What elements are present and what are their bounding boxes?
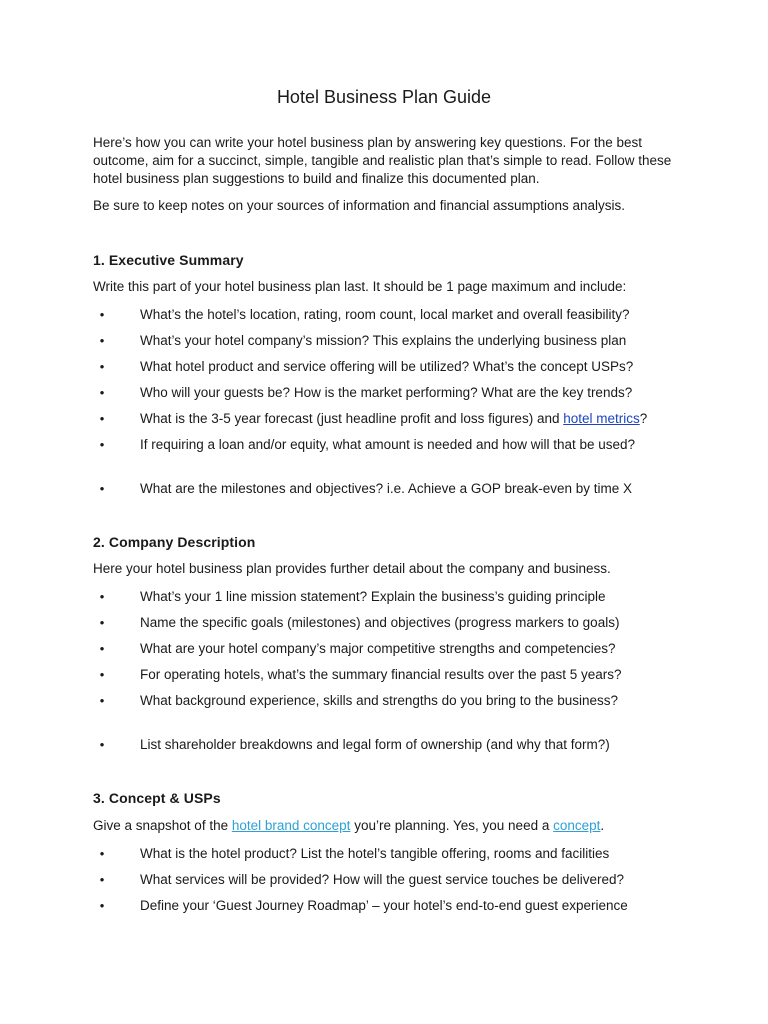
list-item-text: Define your ‘Guest Journey Roadmap’ – your hotel’s end-to-end guest experience (140, 898, 628, 913)
intro-paragraph: Here’s how you can write your hotel business plan by answering key questions. For the best outcome, aim for a succinct, simple, tangible and realistic plan that’s simple to read. Follow these hotel business plan suggestions to build and finalize this documented plan. (93, 135, 672, 186)
list-item (93, 436, 693, 454)
list-item (93, 736, 693, 754)
list-item-text: Name the specific goals (milestones) and objectives (progress markers to goals) (140, 615, 620, 630)
list-item-text (140, 410, 647, 428)
bullet-icon: • (99, 359, 105, 374)
list-item-text: Who will your guests be? How is the market performing? What are the key trends? (140, 385, 633, 400)
hotel-metrics-link[interactable]: hotel metrics (563, 411, 640, 426)
section-heading-executive-summary: 1. Executive Summary (93, 252, 244, 268)
bullet-icon: • (99, 872, 105, 887)
hotel-brand-concept-link[interactable]: hotel brand concept (231, 818, 351, 833)
list-item-text: What background experience, skills and strengths do you bring to the business? (140, 693, 619, 708)
list-item-text: What is the hotel product? List the hotel’s tangible offering, rooms and facilities (140, 846, 610, 861)
list-item-text: What are your hotel company’s major competitive strengths and competencies? (140, 641, 616, 656)
list-item-text: What’s your hotel company’s mission? This explains the underlying business plan (140, 333, 627, 348)
concept-link[interactable]: concept (553, 818, 601, 833)
list-item (93, 897, 693, 915)
bullet-icon: • (99, 846, 105, 861)
list-item (93, 306, 693, 324)
list-item (93, 410, 693, 428)
bullet-icon: • (99, 481, 105, 496)
list-item-text-suffix: ? (639, 411, 648, 426)
bullet-icon: • (99, 737, 105, 752)
list-item (93, 692, 693, 710)
list-item (93, 480, 693, 498)
intro-note: Be sure to keep notes on your sources of information and financial assumptions analysis. (93, 198, 626, 213)
list-item (93, 614, 693, 632)
page-title: Hotel Business Plan Guide (276, 87, 492, 107)
list-item-text: What hotel product and service offering will be utilized? What’s the concept USPs? (140, 359, 634, 374)
bullet-icon: • (99, 589, 105, 604)
intro-text-suffix: . (600, 818, 605, 833)
list-item-text: What’s the hotel’s location, rating, room count, local market and overall feasibility? (140, 307, 630, 322)
list-item (93, 358, 693, 376)
section-intro-executive-summary: Write this part of your hotel business plan last. It should be 1 page maximum and include: (93, 279, 627, 294)
list-item (93, 384, 693, 402)
intro-text-middle: you’re planning. Yes, you need a (350, 818, 554, 833)
bullet-icon: • (99, 898, 105, 913)
list-item (93, 640, 693, 658)
list-item (93, 332, 693, 350)
intro-text-prefix: Give a snapshot of the (93, 818, 232, 833)
bullet-icon: • (99, 385, 105, 400)
list-item (93, 845, 693, 863)
list-item-text: What’s your 1 line mission statement? Explain the business’s guiding principle (140, 589, 606, 604)
bullet-icon: • (99, 307, 105, 322)
list-item-text: What services will be provided? How will the guest service touches be delivered? (140, 872, 624, 887)
bullet-icon: • (99, 693, 105, 708)
list-item-text: If requiring a loan and/or equity, what amount is needed and how will that be used? (140, 437, 636, 452)
section-intro-concept-usps (93, 817, 683, 835)
bullet-icon: • (99, 615, 105, 630)
list-item-text-part: What is the 3-5 year forecast (just headline profit and loss figures) and (140, 411, 564, 426)
bullet-icon: • (99, 667, 105, 682)
section-heading-concept-usps: 3. Concept & USPs (93, 790, 221, 806)
bullet-icon: • (99, 333, 105, 348)
list-item-text: What are the milestones and objectives? i.e. Achieve a GOP break-even by time X (140, 481, 633, 496)
bullet-icon: • (99, 641, 105, 656)
section-intro-company-description: Here your hotel business plan provides further detail about the company and business. (93, 561, 611, 576)
list-item (93, 588, 693, 606)
list-item (93, 666, 693, 684)
bullet-icon: • (99, 411, 105, 426)
list-item (93, 871, 693, 889)
list-item-text: List shareholder breakdowns and legal form of ownership (and why that form?) (140, 737, 610, 752)
section-heading-company-description: 2. Company Description (93, 534, 256, 550)
bullet-icon: • (99, 437, 105, 452)
list-item-text: For operating hotels, what’s the summary financial results over the past 5 years? (140, 667, 622, 682)
